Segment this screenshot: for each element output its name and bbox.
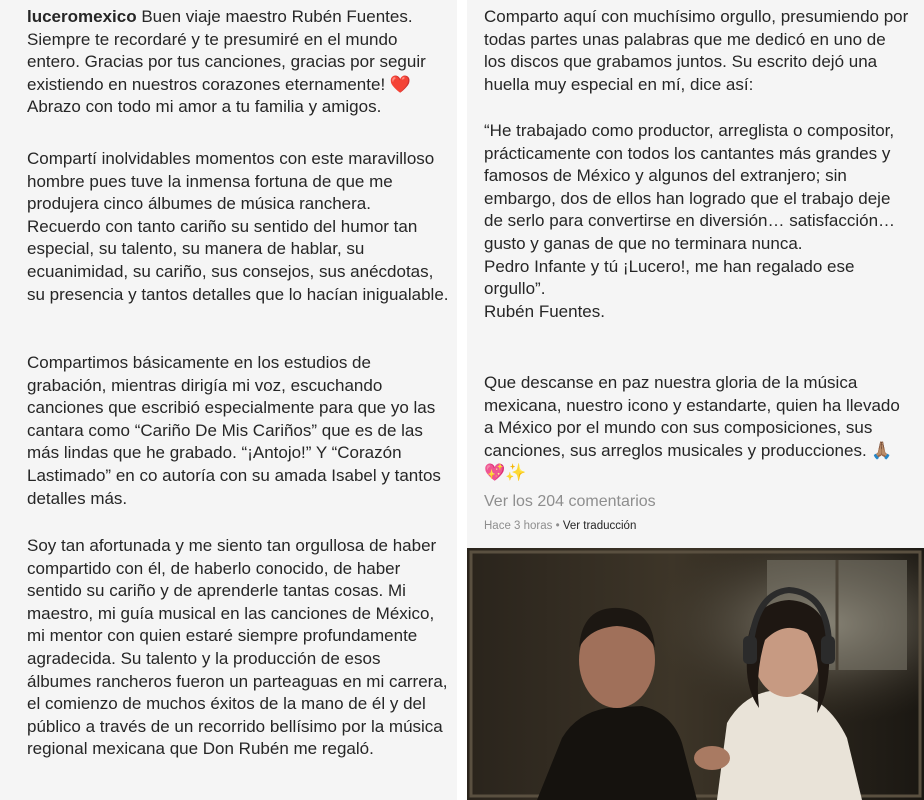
see-translation-link[interactable]: Ver traducción [562, 520, 637, 532]
column-divider [457, 0, 467, 800]
photo-illustration [467, 548, 924, 800]
caption-paragraph-4: Soy tan afortunada y me siento tan orgullosa de haber compartido con él, de haberlo conocido, de haber sentido su cariño y de aprenderle tantas cosas. Mi maestro, mi guía musical en las canciones de México, mi mentor con quien estaré siempre profundamente agradecida. Su talento y la producción de esos álbumes rancheros fueron un parteaguas en mi carrera, el comienzo de muchos éxitos de la mano de él y del público a través de un recorrido bellísimo por la música regional mexicana que Don Rubén me regaló. [27, 536, 453, 759]
caption-text-end: Abrazo con todo mi amor a tu familia y amigos. [27, 74, 415, 117]
caption-text: Buen viaje maestro Rubén Fuentes. Siempre te recordaré y te presumiré en el mundo entero. Gracias por tus canciones, gracias por seguir existiendo en nuestros corazones eternamente! [27, 7, 431, 94]
caption-paragraph-6: Que descanse en paz nuestra gloria de la música mexicana, nuestro icono y estandarte, quien ha llevado a México por el mundo con sus composiciones, sus canciones, sus arreglos musicales y producciones. 🙏🏽💖✨ [484, 373, 905, 483]
caption-paragraph-3: Compartimos básicamente en los estudios de grabación, mientras dirigía mi voz, escuchando canciones que escribió especialmente para que yo las cantara como “Cariño De Mis Cariños” que es de las más lindas que he grabado. “¡Antojo!” Y “Corazón Lastimado” en co autoría con su amada Isabel y tantos detalles más. [27, 353, 446, 508]
post-meta [484, 520, 636, 532]
meta-separator: • [552, 520, 563, 532]
caption-quote: “He trabajado como productor, arreglista o compositor, prácticamente con todos los cantantes más grandes y famosos de México y algunos del extranjero; sin embargo, dos de ellos han logrado que el trabajo deje de serlo para convertirse en diversión… satisfacción… gusto y ganas de que no terminara nunca. Pedro Infante y tú ¡Lucero!, me han regalado ese orgullo”. Rubén Fuentes. [484, 121, 896, 321]
caption-paragraph-5: Comparto aquí con muchísimo orgullo, presumiendo por todas partes unas palabras que me dedicó en uno de los discos que grabamos juntos. Su escrito dejó una huella muy especial en mí, dice así: [484, 7, 914, 94]
caption-column-right [467, 0, 924, 800]
caption-paragraph-2: Compartí inolvidables momentos con este maravilloso hombre pues tuve la inmensa fortuna de que me produjera cinco álbumes de música ranchera. Recuerdo con tanto cariño su sentido del humor tan especial, su talento, su manera de hablar, su ecuanimidad, su cariño, sus consejos, sus anécdotas, su presencia y tantos detalles que lo hacían inigualable. [27, 149, 449, 304]
post-photo[interactable] [467, 548, 924, 800]
heart-emoji-icon: ❤️ [389, 74, 412, 94]
caption-paragraph-1 [27, 6, 449, 119]
post-time: Hace 3 horas [484, 520, 553, 532]
view-comments-link[interactable]: Ver los 204 comentarios [484, 493, 656, 510]
caption-column-left [0, 0, 457, 800]
username-link[interactable]: luceromexico [27, 7, 137, 26]
